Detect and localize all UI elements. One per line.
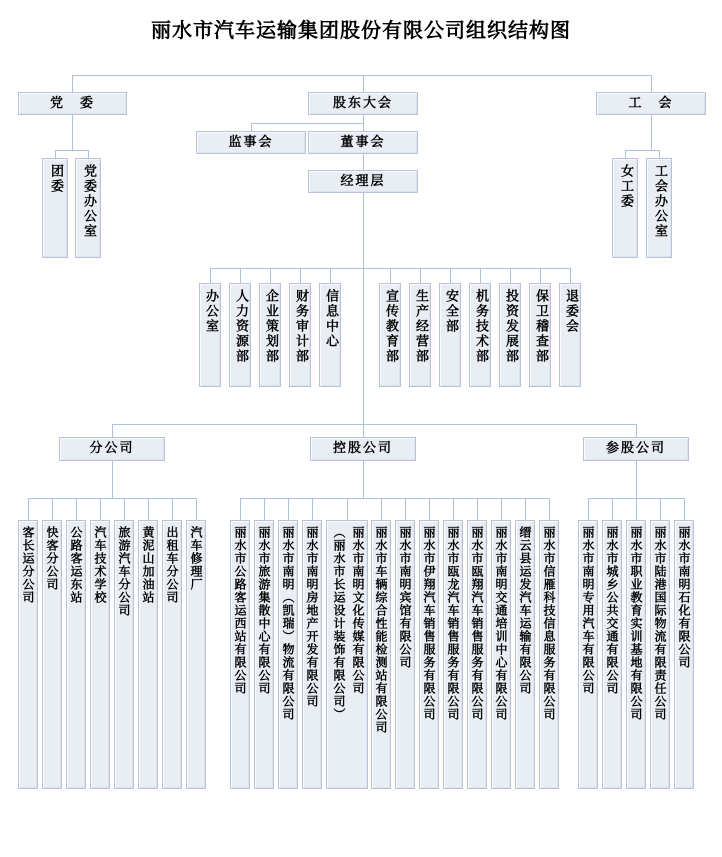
connector bbox=[636, 424, 637, 437]
node-party-office: 党委办公室 bbox=[75, 158, 101, 258]
connector bbox=[363, 75, 364, 92]
connector bbox=[501, 498, 502, 520]
holding-company-box: 丽水市南明交通培训中心有限公司 bbox=[491, 520, 511, 789]
connector bbox=[72, 115, 73, 150]
connector bbox=[525, 498, 526, 520]
connector bbox=[72, 75, 73, 92]
holding-company-box: 缙云县运发汽车运输有限公司 bbox=[515, 520, 535, 789]
holding-company-former-name: （丽水市长运设计装饰有限公司） bbox=[332, 526, 346, 721]
chart-title: 丽水市汽车运输集团股份有限公司组织结构图 bbox=[151, 18, 571, 42]
dept-box: 信息中心 bbox=[319, 283, 341, 387]
holding-company-box: 丽水市伊翔汽车销售服务有限公司 bbox=[419, 520, 439, 789]
connector bbox=[612, 498, 613, 520]
branch-company-box: 黄泥山加油站 bbox=[138, 520, 158, 789]
connector bbox=[540, 268, 541, 283]
equity-company-box: 丽水市南明专用汽车有限公司 bbox=[578, 520, 598, 789]
connector bbox=[55, 150, 88, 151]
connector bbox=[240, 498, 549, 499]
connector bbox=[381, 498, 382, 520]
connector bbox=[625, 150, 659, 151]
node-equity-companies: 参股公司 bbox=[583, 437, 689, 461]
connector bbox=[88, 150, 89, 158]
node-youth-league: 团委 bbox=[42, 158, 68, 258]
dept-box: 财务审计部 bbox=[289, 283, 311, 387]
node-party-committee: 党 委 bbox=[18, 92, 127, 115]
holding-company-box: 丽水市公路客运西站有限公司 bbox=[230, 520, 250, 789]
node-holding-companies: 控股公司 bbox=[310, 437, 416, 461]
connector bbox=[55, 150, 56, 158]
connector bbox=[636, 461, 637, 498]
connector bbox=[264, 498, 265, 520]
connector bbox=[570, 268, 571, 283]
equity-company-box: 丽水市职业教育实训基地有限公司 bbox=[626, 520, 646, 789]
holding-company-main-name: 丽水市南明文化传媒有限公司 bbox=[351, 526, 365, 695]
connector bbox=[112, 461, 113, 498]
node-shareholders-meeting: 股东大会 bbox=[308, 92, 418, 115]
connector bbox=[429, 498, 430, 520]
dept-box: 办公室 bbox=[199, 283, 221, 387]
connector bbox=[636, 498, 637, 520]
dept-box: 企业策划部 bbox=[259, 283, 281, 387]
connector bbox=[251, 123, 252, 131]
connector bbox=[124, 498, 125, 520]
branch-company-box: 旅游汽车分公司 bbox=[114, 520, 134, 789]
connector bbox=[100, 498, 101, 520]
connector bbox=[659, 150, 660, 158]
equity-company-box: 丽水市城乡公共交通有限公司 bbox=[602, 520, 622, 789]
branch-company-box: 汽车修理厂 bbox=[186, 520, 206, 789]
holding-company-box: 丽水市南明（凯瑞）物流有限公司 bbox=[278, 520, 298, 789]
connector bbox=[477, 498, 478, 520]
equity-company-box: 丽水市陆港国际物流有限责任公司 bbox=[650, 520, 670, 789]
connector bbox=[148, 498, 149, 520]
connector bbox=[76, 498, 77, 520]
holding-company-box: 丽水市南明宾馆有限公司 bbox=[395, 520, 415, 789]
connector bbox=[549, 498, 550, 520]
connector bbox=[210, 268, 211, 283]
connector bbox=[684, 498, 685, 520]
holding-company-box bbox=[326, 520, 368, 789]
branch-company-box: 客长运分公司 bbox=[18, 520, 38, 789]
connector bbox=[510, 268, 511, 283]
connector bbox=[172, 498, 173, 520]
connector bbox=[270, 268, 271, 283]
dept-box: 宣传教育部 bbox=[379, 283, 401, 387]
dept-box: 保卫稽查部 bbox=[529, 283, 551, 387]
connector bbox=[453, 498, 454, 520]
connector bbox=[390, 268, 391, 283]
connector bbox=[251, 123, 363, 124]
connector bbox=[651, 75, 652, 92]
holding-company-box: 丽水市瓯龙汽车销售服务有限公司 bbox=[443, 520, 463, 789]
node-supervisory-board: 监事会 bbox=[196, 131, 306, 154]
connector bbox=[363, 193, 364, 437]
connector bbox=[72, 75, 651, 76]
connector bbox=[112, 424, 113, 437]
connector bbox=[300, 268, 301, 283]
connector bbox=[112, 424, 636, 425]
branch-company-box: 汽车技术学校 bbox=[90, 520, 110, 789]
node-board-of-directors: 董事会 bbox=[308, 131, 418, 154]
connector bbox=[347, 498, 348, 520]
dept-box: 投资发展部 bbox=[499, 283, 521, 387]
connector bbox=[240, 268, 241, 283]
holding-company-box: 丽水市信雁科技信息服务有限公司 bbox=[539, 520, 559, 789]
holding-company-box: 丽水市旅游集散中心有限公司 bbox=[254, 520, 274, 789]
connector bbox=[625, 150, 626, 158]
connector bbox=[312, 498, 313, 520]
connector bbox=[660, 498, 661, 520]
connector bbox=[420, 268, 421, 283]
connector bbox=[240, 498, 241, 520]
connector bbox=[651, 115, 652, 150]
holding-company-box: 丽水市瓯翔汽车销售服务有限公司 bbox=[467, 520, 487, 789]
connector bbox=[480, 268, 481, 283]
connector bbox=[363, 115, 364, 131]
branch-company-box: 公路客运东站 bbox=[66, 520, 86, 789]
branch-company-box: 快客分公司 bbox=[42, 520, 62, 789]
node-labor-union: 工 会 bbox=[596, 92, 706, 115]
node-branch-companies: 分公司 bbox=[59, 437, 165, 461]
connector bbox=[28, 498, 29, 520]
connector bbox=[28, 498, 196, 499]
dept-box: 安全部 bbox=[439, 283, 461, 387]
connector bbox=[450, 268, 451, 283]
branch-company-box: 出租车分公司 bbox=[162, 520, 182, 789]
connector bbox=[363, 154, 364, 170]
dept-box: 退委会 bbox=[559, 283, 581, 387]
dept-box: 人力资源部 bbox=[229, 283, 251, 387]
equity-company-box: 丽水市南明石化有限公司 bbox=[674, 520, 694, 789]
dept-box: 机务技术部 bbox=[469, 283, 491, 387]
connector bbox=[196, 498, 197, 520]
connector bbox=[588, 498, 589, 520]
holding-company-box: 丽水市南明房地产开发有限公司 bbox=[302, 520, 322, 789]
connector bbox=[330, 268, 331, 283]
connector bbox=[288, 498, 289, 520]
dept-box: 生产经营部 bbox=[409, 283, 431, 387]
connector bbox=[363, 461, 364, 498]
node-women-workers-committee: 女工委 bbox=[612, 158, 638, 258]
holding-company-box: 丽水市车辆综合性能检测站有限公司 bbox=[371, 520, 391, 789]
connector bbox=[405, 498, 406, 520]
connector bbox=[52, 498, 53, 520]
node-union-office: 工会办公室 bbox=[646, 158, 672, 258]
node-management-level: 经理层 bbox=[308, 170, 418, 193]
